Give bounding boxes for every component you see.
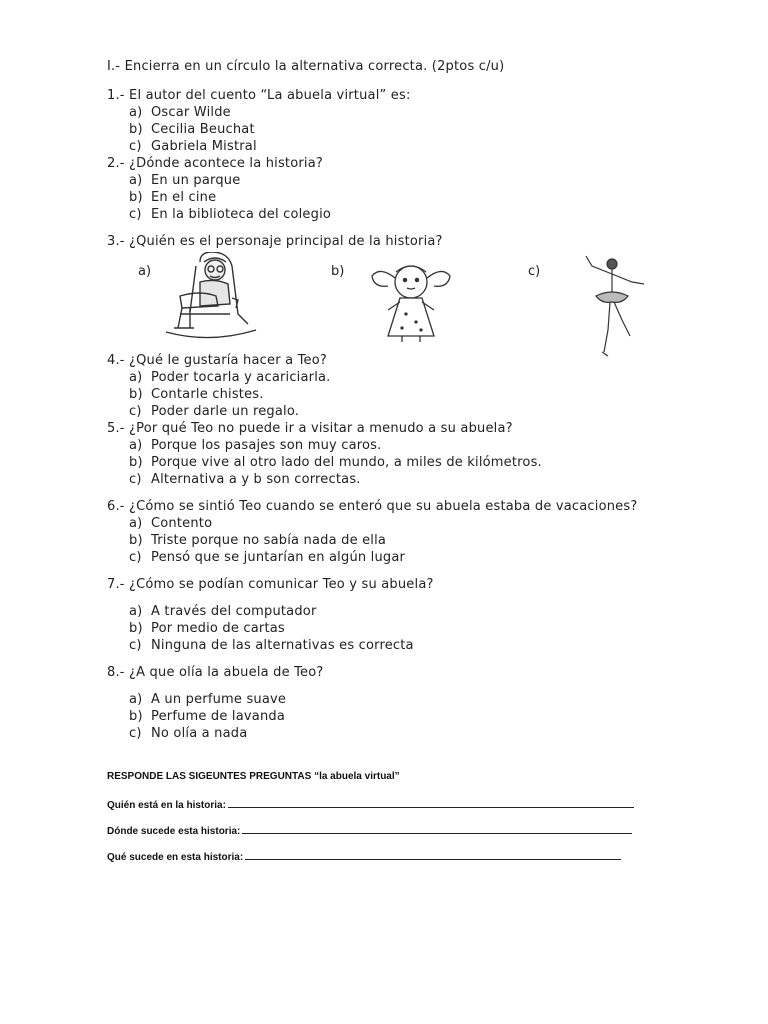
option-letter: b) [129,533,143,548]
answer-prompt: Dónde sucede esta historia: [107,826,241,837]
answer-line-who [107,797,634,811]
option-letter: b) [129,621,143,636]
girl-image [366,258,456,344]
answer-prompt: Qué sucede en esta historia: [107,852,244,863]
q7-option-a [129,604,317,620]
ballerina-image [582,252,646,358]
option-text: Ninguna de las alternativas es correcta [151,638,414,653]
option-text: Porque los pasajes son muy caros. [151,438,382,453]
option-text: Contento [151,516,213,531]
q5-option-c [129,472,361,488]
answer-blank[interactable] [245,849,621,860]
option-text: Contarle chistes. [151,387,264,402]
q1-option-a [129,105,231,121]
q4-option-b [129,387,264,403]
q6-option-c [129,550,405,566]
q6-option-b [129,533,386,549]
question-5: 5.- ¿Por qué Teo no puede ir a visitar a menudo a su abuela? [107,421,513,436]
q2-option-c [129,207,331,223]
answer-prompt: Quién está en la historia: [107,800,226,811]
question-4: 4.- ¿Qué le gustaría hacer a Teo? [107,353,327,368]
answer-blank[interactable] [228,797,634,808]
option-letter: a) [129,692,143,707]
option-text: Pensó que se juntarían en algún lugar [151,550,406,565]
option-letter: b) [129,455,143,470]
option-text: Oscar Wilde [151,105,231,120]
option-letter: c) [129,404,142,419]
option-text: Poder darle un regalo. [151,404,300,419]
question-2: 2.- ¿Dónde acontece la historia? [107,156,323,171]
q5-option-a [129,438,381,454]
option-text: Perfume de lavanda [151,709,286,724]
option-letter: c) [129,550,142,565]
q4-option-c [129,404,299,420]
option-letter: a) [129,105,143,120]
q8-option-b [129,709,285,725]
option-letter: c) [129,726,142,741]
question-7: 7.- ¿Cómo se podían comunicar Teo y su abuela? [107,577,434,592]
instruction-title: I.- Encierra en un círculo la alternativa correcta. (2ptos c/u) [107,59,505,74]
option-text: En la biblioteca del colegio [151,207,332,222]
q2-option-a [129,173,240,189]
option-letter: a) [129,370,143,385]
option-letter: b) [129,190,143,205]
q3-option-c-label: c) [528,264,541,279]
option-letter: c) [129,207,142,222]
answer-blank[interactable] [242,823,632,834]
answer-line-what [107,849,621,863]
q1-option-c [129,139,257,155]
q7-option-b [129,621,285,637]
q4-option-a [129,370,331,386]
q1-option-b [129,122,255,138]
q2-option-b [129,190,216,206]
option-text: A través del computador [151,604,317,619]
q7-option-c [129,638,414,654]
option-text: No olía a nada [151,726,248,741]
option-text: Alternativa a y b son correctas. [151,472,361,487]
option-letter: b) [129,709,143,724]
option-letter: a) [129,604,143,619]
option-text: Poder tocarla y acariciarla. [151,370,331,385]
option-letter: a) [129,173,143,188]
option-text: Gabriela Mistral [151,139,257,154]
question-3: 3.- ¿Quién es el personaje principal de la historia? [107,234,443,249]
option-letter: b) [129,122,143,137]
option-letter: b) [129,387,143,402]
option-letter: c) [129,139,142,154]
answer-line-where [107,823,632,837]
q6-option-a [129,516,212,532]
option-text: A un perfume suave [151,692,287,707]
option-letter: a) [129,438,143,453]
q3-option-a-label: a) [138,264,152,279]
q5-option-b [129,455,542,471]
option-text: Porque vive al otro lado del mundo, a miles de kilómetros. [151,455,542,470]
question-8: 8.- ¿A que olía la abuela de Teo? [107,665,324,680]
option-text: En el cine [151,190,217,205]
q8-option-c [129,726,247,742]
question-1: 1.- El autor del cuento “La abuela virtual” es: [107,88,411,103]
option-letter: a) [129,516,143,531]
option-text: En un parque [151,173,241,188]
grandmother-rocking-chair-image [160,252,260,344]
option-text: Triste porque no sabía nada de ella [151,533,387,548]
section2-title: RESPONDE LAS SIGEUNTES PREGUNTAS “la abuela virtual” [107,771,400,782]
question-6: 6.- ¿Cómo se sintió Teo cuando se enteró que su abuela estaba de vacaciones? [107,499,638,514]
option-text: Por medio de cartas [151,621,285,636]
option-letter: c) [129,472,142,487]
option-text: Cecilia Beuchat [151,122,255,137]
q8-option-a [129,692,286,708]
option-letter: c) [129,638,142,653]
q3-option-b-label: b) [331,264,345,279]
